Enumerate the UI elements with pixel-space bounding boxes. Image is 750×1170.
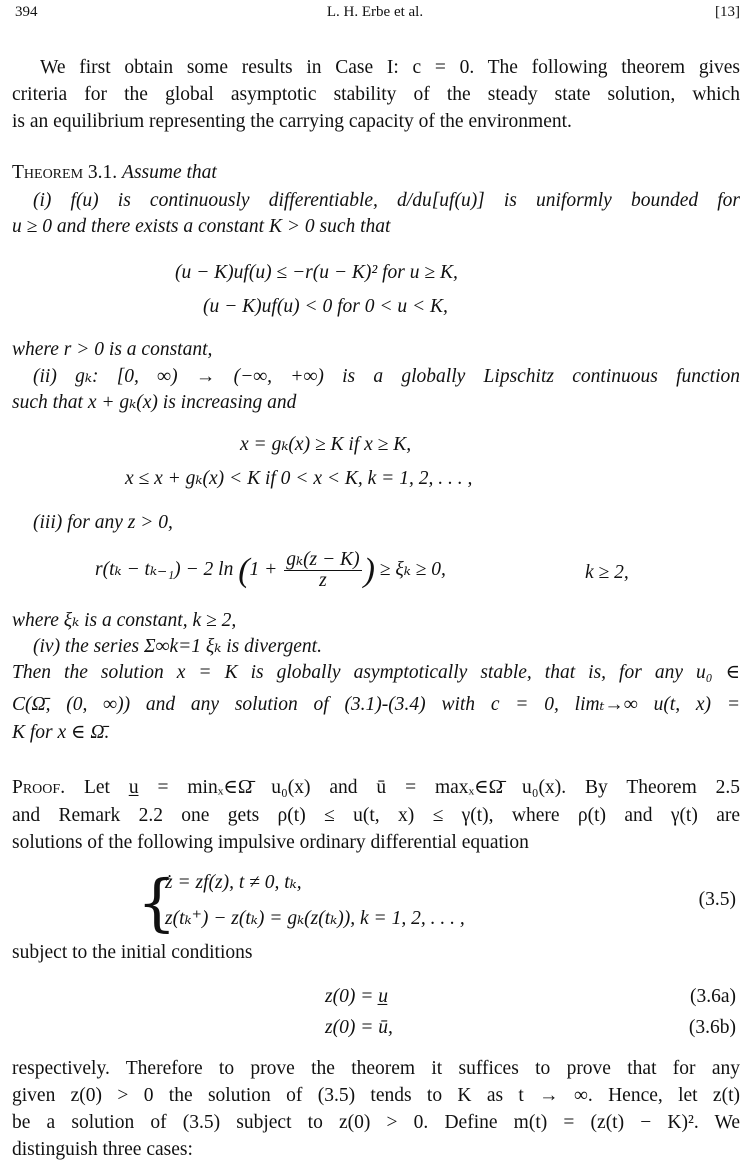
proof-line-4: subject to the initial conditions — [12, 942, 253, 963]
intro-line-1: We first obtain some results in Case I: c = 0. The following theorem gives — [40, 57, 740, 78]
intro-line-3: is an equilibrium representing the carrying capacity of the environment. — [12, 111, 572, 132]
conclusion-line-1: Then the solution x = K is globally asymptotically stable, that is, for any u₀ ∈ — [12, 662, 740, 683]
equation-number-3-6b: (3.6b) — [688, 1017, 736, 1038]
equation-gk-1: x = gₖ(x) ≥ K if x ≥ K, — [240, 434, 412, 455]
condition-iv-line: (iv) the series Σ∞k=1 ξₖ is divergent. — [33, 636, 322, 657]
equation-ineq-2: (u − K)uf(u) < 0 for 0 < u < K, — [203, 296, 448, 317]
proof-text-1: Let u̲ = minₓ∈Ω̄ u₀(x) and ū = maxₓ∈Ω̄ u₀(x). By Theorem 2.5 — [83, 777, 741, 798]
eq5-left: r(tₖ − tₖ₋₁) − 2 ln — [95, 558, 234, 580]
equation-xi-condition: r(tₖ − tₖ₋₁) − 2 ln (1 + $\frac{\text{gₖ(z − K)}}{z}$ ) ≥ ξₖ ≥ 0, — [95, 549, 446, 591]
initial-condition-b: z(0) = ū, — [325, 1017, 393, 1038]
proof-line-5: respectively. Therefore to prove the theorem it suffices to prove that for any — [12, 1058, 740, 1079]
condition-ii-line-2: such that x + gₖ(x) is increasing and — [12, 392, 297, 413]
proof-line-6: given z(0) > 0 the solution of (3.5) tends to K as t → ∞. Hence, let z(t) — [12, 1085, 740, 1106]
eq5-condition: k ≥ 2, — [585, 562, 629, 583]
intro-line-2: criteria for the global asymptotic stability of the steady state solution, which — [12, 84, 740, 105]
eq5-fraction — [284, 550, 361, 591]
initial-condition-a: z(0) = u̲ — [325, 986, 388, 1007]
reference-tag: [13] — [715, 4, 740, 20]
proof-line-2: and Remark 2.2 one gets ρ(t) ≤ u(t, x) ≤ γ(t), where ρ(t) and γ(t) are — [12, 805, 740, 826]
conclusion-line-2: C(Ω̄, (0, ∞)) and any solution of (3.1)-(3.4) with c = 0, limₜ→∞ u(t, x) = — [12, 694, 740, 715]
system-eq-1: ż = zf(z), t ≠ 0, tₖ, — [165, 872, 302, 893]
running-title: L. H. Erbe et al. — [326, 4, 424, 20]
proof-line-1 — [12, 775, 740, 801]
equation-ineq-1: (u − K)uf(u) ≤ −r(u − K)² for u ≥ K, — [175, 262, 458, 283]
paren-close: ) — [363, 551, 375, 589]
condition-iii-line: (iii) for any z > 0, — [33, 512, 173, 533]
system-eq-2: z(tₖ⁺) − z(tₖ) = gₖ(z(tₖ)), k = 1, 2, . . . , — [165, 908, 465, 929]
conclusion-line-3: K for x ∈ Ω̄. — [12, 722, 110, 743]
proof-label: Proof. — [12, 777, 66, 798]
page-number: 394 — [15, 4, 38, 20]
eq5-right: ≥ ξₖ ≥ 0, — [379, 558, 446, 580]
eq5-denominator: z — [319, 570, 327, 591]
condition-i-line-2: u ≥ 0 and there exists a constant K > 0 such that — [12, 216, 391, 237]
equation-number-3-6a: (3.6a) — [689, 986, 736, 1007]
proof-line-8: distinguish three cases: — [12, 1139, 193, 1160]
where-r-line: where r > 0 is a constant, — [12, 339, 213, 360]
equation-gk-2: x ≤ x + gₖ(x) < K if 0 < x < K, k = 1, 2, . . . , — [125, 468, 473, 489]
theorem-label: Theorem 3.1. — [12, 162, 118, 183]
theorem-heading — [12, 160, 740, 186]
paren-open: ( — [238, 551, 250, 589]
proof-line-7: be a solution of (3.5) subject to z(0) > 0. Define m(t) = (z(t) − K)². We — [12, 1112, 740, 1133]
condition-i-line-1: (i) f(u) is continuously differentiable, d/du[uf(u)] is uniformly bounded for — [33, 190, 740, 211]
proof-line-3: solutions of the following impulsive ordinary differential equation — [12, 832, 529, 853]
eq5-numerator: gₖ(z − K) — [286, 549, 360, 570]
where-xi-line: where ξₖ is a constant, k ≥ 2, — [12, 610, 237, 631]
condition-ii-line-1: (ii) gₖ: [0, ∞) → (−∞, +∞) is a globally Lipschitz continuous function — [33, 366, 740, 387]
equation-number-3-5: (3.5) — [698, 889, 736, 910]
theorem-assume: Assume that — [122, 162, 217, 183]
system-brace: { — [137, 866, 177, 939]
